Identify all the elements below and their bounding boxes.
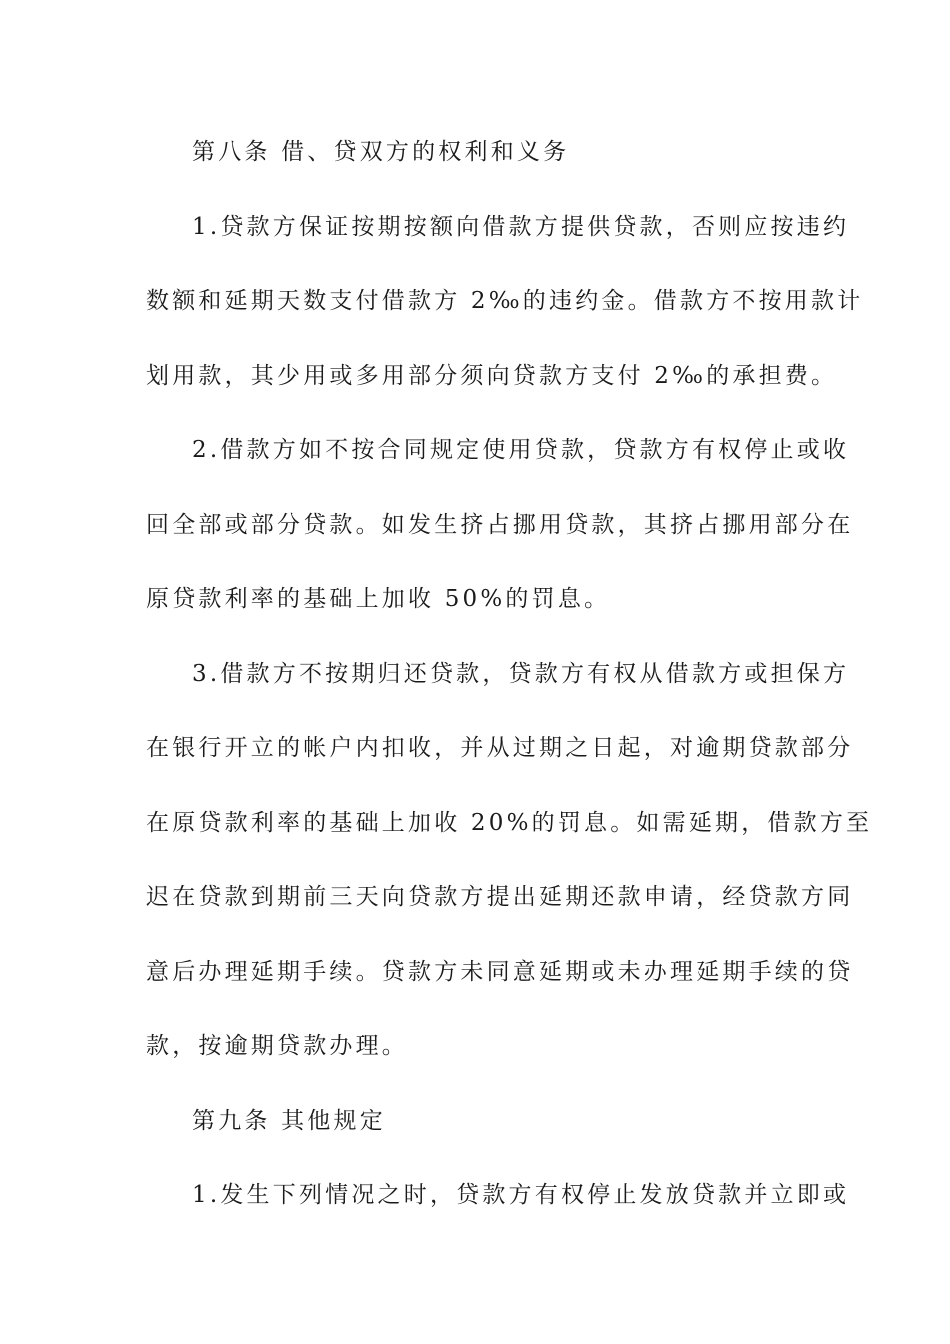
article-8-clause-3-line-4: 迟在贷款到期前三天向贷款方提出延期还款申请，经贷款方同 — [146, 884, 854, 910]
article-8-clause-1-line-3: 划用款，其少用或多用部分须向贷款方支付 2‰的承担费。 — [146, 363, 838, 389]
article-8-clause-1-line-1: 1.贷款方保证按期按额向借款方提供贷款，否则应按违约 — [192, 214, 850, 240]
article-8-heading: 第八条 借、贷双方的权利和义务 — [192, 139, 570, 165]
article-8-clause-1-line-2: 数额和延期天数支付借款方 2‰的违约金。借款方不按用款计 — [146, 288, 864, 314]
article-8-clause-3-line-3: 在原贷款利率的基础上加收 20%的罚息。如需延期，借款方至 — [146, 810, 873, 836]
article-8-clause-3-line-2: 在银行开立的帐户内扣收，并从过期之日起，对逾期贷款部分 — [146, 735, 854, 761]
article-8-clause-3-line-5: 意后办理延期手续。贷款方未同意延期或未办理延期手续的贷 — [146, 959, 854, 985]
article-8-clause-3-line-1: 3.借款方不按期归还贷款，贷款方有权从借款方或担保方 — [192, 661, 850, 687]
article-9-clause-1-line-1: 1.发生下列情况之时，贷款方有权停止发放贷款并立即或 — [192, 1182, 850, 1208]
article-8-clause-2-line-1: 2.借款方如不按合同规定使用贷款，贷款方有权停止或收 — [192, 437, 850, 463]
article-8-clause-2-line-2: 回全部或部分贷款。如发生挤占挪用贷款，其挤占挪用部分在 — [146, 512, 854, 538]
article-9-heading: 第九条 其他规定 — [192, 1108, 386, 1134]
article-8-clause-3-line-6: 款，按逾期贷款办理。 — [146, 1033, 408, 1059]
article-8-clause-2-line-3: 原贷款利率的基础上加收 50%的罚息。 — [146, 586, 611, 612]
